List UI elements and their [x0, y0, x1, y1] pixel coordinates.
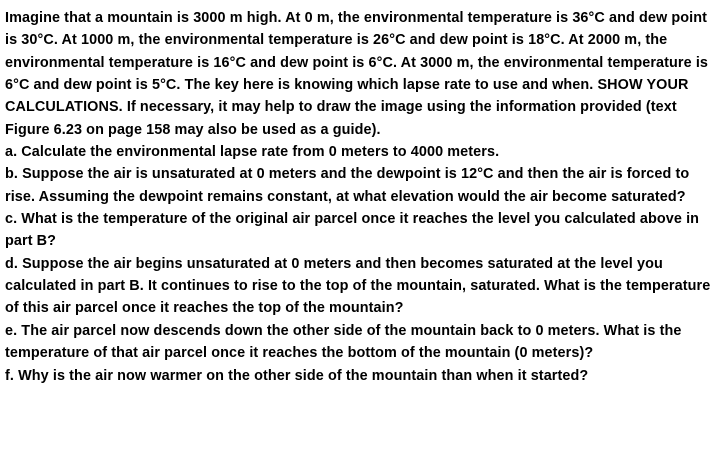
document-body	[5, 7, 717, 387]
question-b: b. Suppose the air is unsaturated at 0 meters and the dewpoint is 12°C and then the air is forced to rise. Assuming the dewpoint remains constant, at what elevation would the air become saturated?	[5, 166, 690, 205]
question-f: f. Why is the air now warmer on the other side of the mountain than when it started?	[5, 367, 589, 384]
intro-paragraph: Imagine that a mountain is 3000 m high. At 0 m, the environmental temperature is 36°C and dew point is 30°C. At 1000 m, the environmental temperature is 26°C and dew point is 18°C. At 2000 m, the environmental temperature is 16°C and dew point is 6°C. At 3000 m, the environmental temperature is 6°C and dew point is 5°C. The key here is knowing which lapse rate to use and when. SHOW YOUR CALCULATIONS. If necessary, it may help to draw the image using the information provided (text Figure 6.23 on page 158 may also be used as a guide).	[5, 10, 709, 138]
question-e: e. The air parcel now descends down the other side of the mountain back to 0 meters. What is the temperature of that air parcel once it reaches the bottom of the mountain (0 meters)?	[5, 322, 682, 362]
question-a: a. Calculate the environmental lapse rate from 0 meters to 4000 meters.	[5, 144, 500, 161]
question-d: d. Suppose the air begins unsaturated at 0 meters and then becomes saturated at the level you calculated in part B. It continues to rise to the top of the mountain, saturated. What is the temperature of this air parcel once it reaches the top of the mountain?	[5, 255, 711, 317]
question-c: c. What is the temperature of the original air parcel once it reaches the level you calculated above in part B?	[5, 211, 700, 250]
